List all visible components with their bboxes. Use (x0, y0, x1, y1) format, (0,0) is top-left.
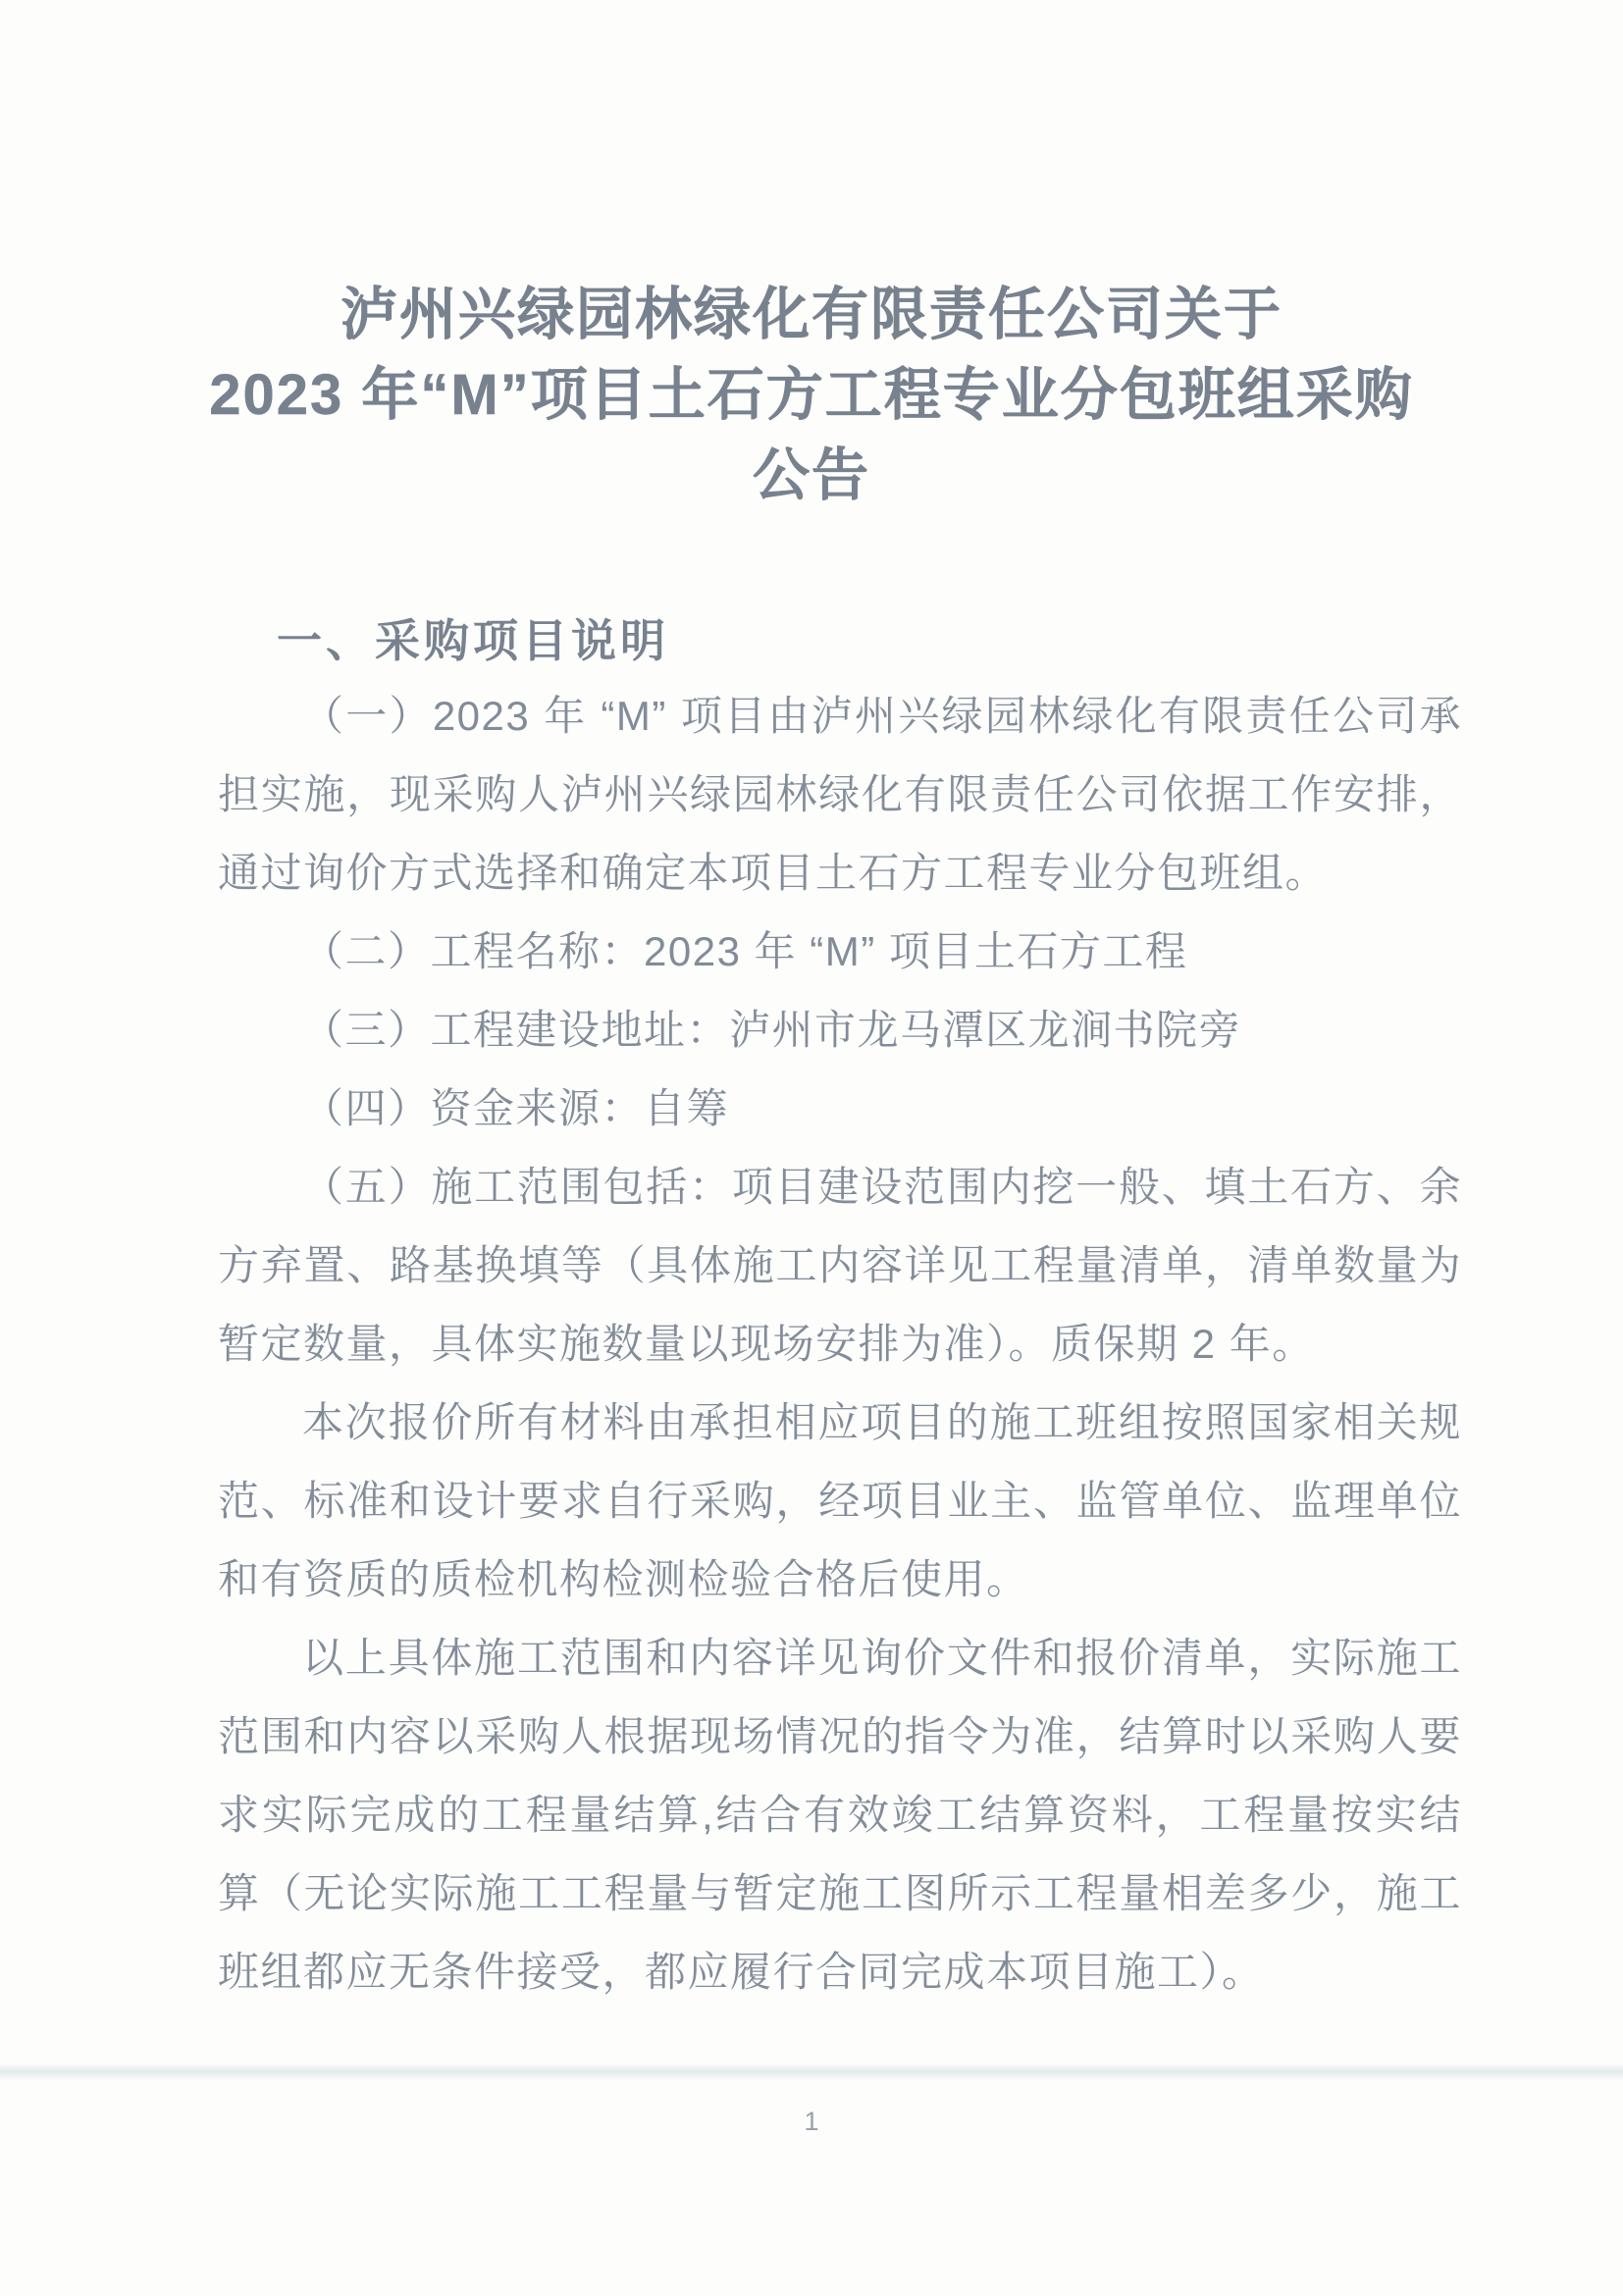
paragraph-settlement-terms: 以上具体施工范围和内容详见询价文件和报价清单，实际施工范围和内容以采购人根据现场情况的指令为准，结算时以采购人要求实际完成的工程量结算,结合有效竣工结算资料，工程量按实结算（无论实际施工工程量与暂定施工图所示工程量相差多少，施工班组都应无条件接受，都应履行合同完成本项目施工）。 (218, 1635, 1462, 1995)
paragraph-funding-source: （四）资金来源：自筹 (302, 1085, 730, 1131)
paragraph-materials-requirement: 本次报价所有材料由承担相应项目的施工班组按照国家相关规范、标准和设计要求自行采购，经项目业主、监管单位、监理单位和有资质的质检机构检测检验合格后使用。 (218, 1399, 1462, 1602)
section-heading: 一、采购项目说明 (277, 615, 669, 666)
paragraph-project-overview: （一）2023 年 “M” 项目由泸州兴绿园林绿化有限责任公司承担实施，现采购人泸州兴绿园林绿化有限责任公司依据工作安排，通过询价方式选择和确定本项目土石方工程专业分包班组。 (218, 693, 1462, 896)
title-line-1: 泸州兴绿园林绿化有限责任公司关于 (340, 283, 1283, 346)
page-number: 1 (804, 2107, 819, 2136)
paragraph-construction-scope: （五）施工范围包括：项目建设范围内挖一般、填土石方、余方弃置、路基换填等（具体施工内容详见工程量清单，清单数量为暂定数量，具体实施数量以现场安排为准）。质保期 2 年。 (218, 1164, 1462, 1367)
scan-artifact-band (0, 2063, 1623, 2081)
paragraph-project-address: （三）工程建设地址：泸州市龙马潭区龙涧书院旁 (302, 1007, 1242, 1053)
title-line-3: 公告 (752, 444, 870, 507)
title-line-2: 2023 年“M”项目土石方工程专业分包班组采购 (209, 363, 1414, 427)
document-title (88, 275, 1535, 516)
paragraph-project-name: （二）工程名称：2023 年 “M” 项目土石方工程 (302, 928, 1188, 974)
